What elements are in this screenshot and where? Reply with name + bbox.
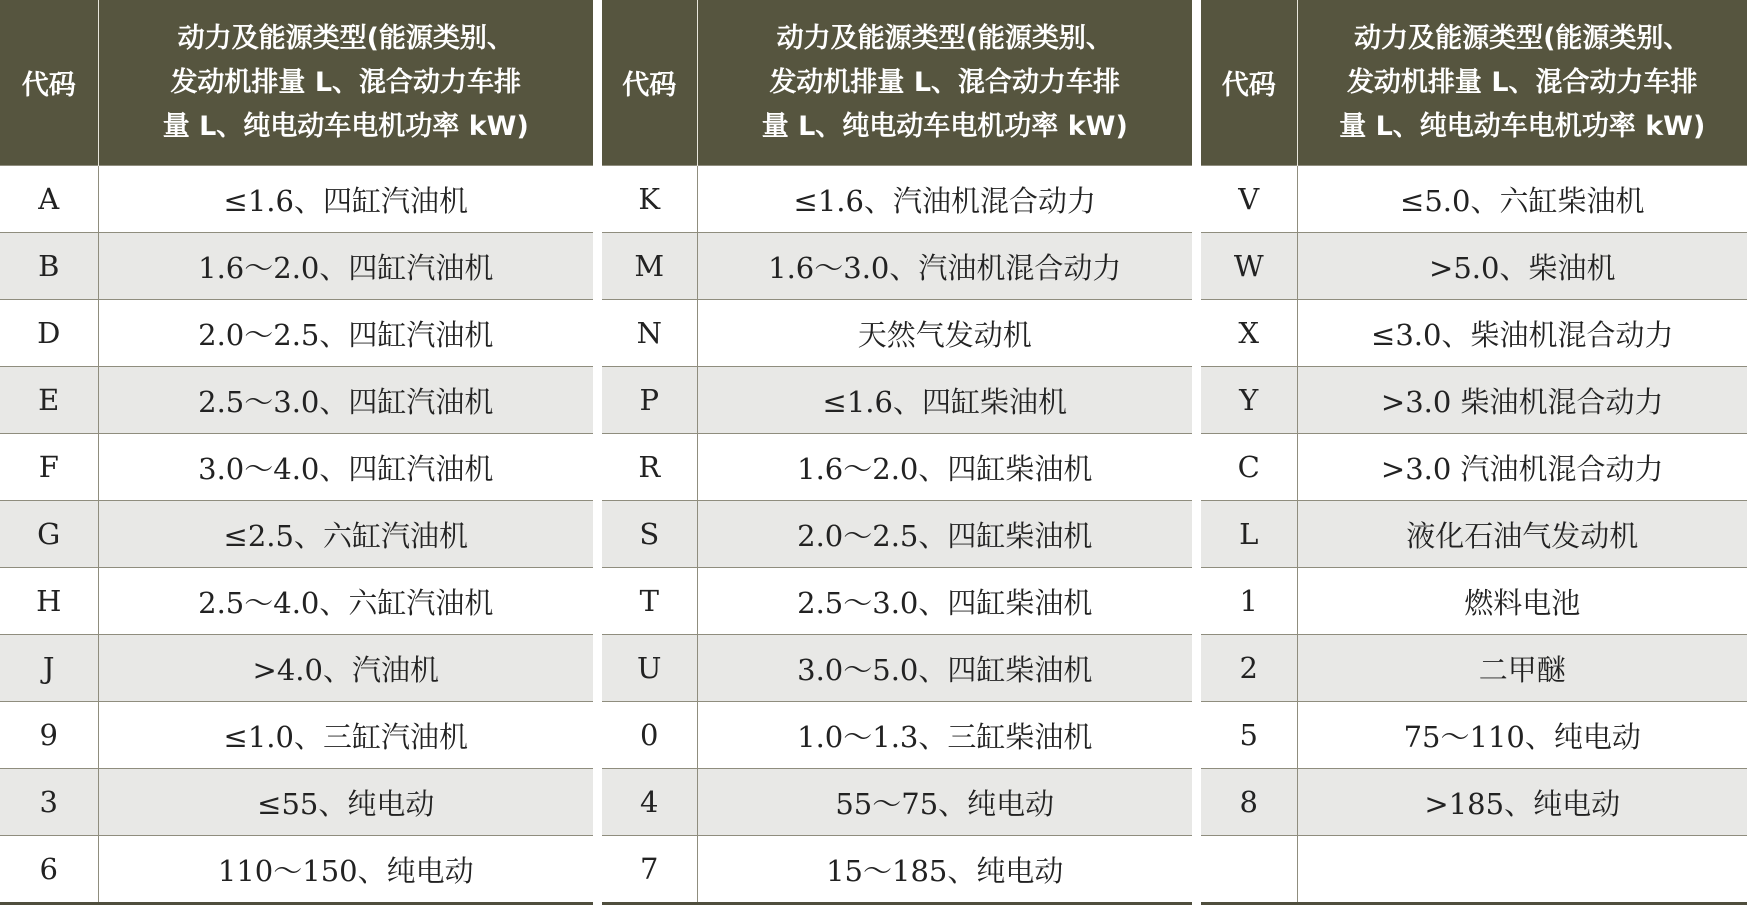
power-type-cell: 55～75、纯电动: [697, 769, 1192, 836]
table-row: [602, 769, 1192, 836]
power-type-cell: 3.0～5.0、四缸柴油机: [697, 635, 1192, 702]
code-cell: V: [1201, 166, 1297, 233]
power-type-cell: [1297, 836, 1747, 904]
power-type-cell: >5.0、柴油机: [1297, 233, 1747, 300]
code-cell: E: [0, 367, 98, 434]
code-cell: K: [602, 166, 697, 233]
power-type-cell: ≤5.0、六缸柴油机: [1297, 166, 1747, 233]
table-row: [602, 166, 1192, 233]
power-type-cell: >3.0 汽油机混合动力: [1297, 434, 1747, 501]
table-row: [602, 836, 1192, 904]
table-row: [1201, 836, 1747, 904]
table-header-row: [0, 0, 593, 166]
code-cell: 5: [1201, 702, 1297, 769]
power-type-cell: 1.6～3.0、汽油机混合动力: [697, 233, 1192, 300]
code-cell: J: [0, 635, 98, 702]
power-type-cell: ≤3.0、柴油机混合动力: [1297, 300, 1747, 367]
power-type-cell: 燃料电池: [1297, 568, 1747, 635]
table-row: [1201, 166, 1747, 233]
code-cell: H: [0, 568, 98, 635]
table-row: [1201, 769, 1747, 836]
table-row: [1201, 367, 1747, 434]
power-type-cell: 天然气发动机: [697, 300, 1192, 367]
power-type-cell: >185、纯电动: [1297, 769, 1747, 836]
header-line: 量 L、纯电动车电机功率 kW): [162, 110, 529, 142]
table-row: [0, 836, 593, 904]
power-type-cell: ≤2.5、六缸汽油机: [98, 501, 593, 568]
power-type-cell: 2.5～3.0、四缸柴油机: [697, 568, 1192, 635]
code-cell: U: [602, 635, 697, 702]
table-row: [0, 166, 593, 233]
code-table-3: [1201, 0, 1747, 905]
code-cell: X: [1201, 300, 1297, 367]
power-type-cell: 75～110、纯电动: [1297, 702, 1747, 769]
table-row: [1201, 233, 1747, 300]
header-line: 动力及能源类型(能源类别、: [177, 22, 514, 54]
code-cell: F: [0, 434, 98, 501]
code-cell: [1201, 836, 1297, 904]
table-row: [602, 635, 1192, 702]
code-cell: D: [0, 300, 98, 367]
power-type-cell: ≤1.6、四缸柴油机: [697, 367, 1192, 434]
code-column-header: 代码: [602, 0, 697, 166]
code-cell: A: [0, 166, 98, 233]
code-cell: W: [1201, 233, 1297, 300]
power-type-column-header: [697, 0, 1192, 166]
code-column-header: 代码: [1201, 0, 1297, 166]
table-row: [0, 233, 593, 300]
header-line: 动力及能源类型(能源类别、: [1354, 22, 1691, 54]
power-type-cell: 2.5～4.0、六缸汽油机: [98, 568, 593, 635]
power-type-cell: 液化石油气发动机: [1297, 501, 1747, 568]
code-cell: Y: [1201, 367, 1297, 434]
code-cell: 2: [1201, 635, 1297, 702]
code-cell: R: [602, 434, 697, 501]
power-type-cell: 二甲醚: [1297, 635, 1747, 702]
power-type-cell: 1.6～2.0、四缸汽油机: [98, 233, 593, 300]
code-cell: C: [1201, 434, 1297, 501]
power-type-column-header: [98, 0, 593, 166]
power-type-cell: ≤55、纯电动: [98, 769, 593, 836]
power-type-cell: 3.0～4.0、四缸汽油机: [98, 434, 593, 501]
code-cell: 6: [0, 836, 98, 904]
table-row: [1201, 702, 1747, 769]
table-row: [0, 702, 593, 769]
power-type-cell: 1.0～1.3、三缸柴油机: [697, 702, 1192, 769]
power-type-cell: >4.0、汽油机: [98, 635, 593, 702]
table-row: [1201, 434, 1747, 501]
power-type-cell: 15～185、纯电动: [697, 836, 1192, 904]
column-divider: [593, 0, 602, 896]
column-divider: [1192, 0, 1201, 896]
header-line: 量 L、纯电动车电机功率 kW): [1339, 110, 1706, 142]
header-line: 量 L、纯电动车电机功率 kW): [761, 110, 1128, 142]
table-row: [602, 568, 1192, 635]
table-row: [602, 367, 1192, 434]
code-cell: 0: [602, 702, 697, 769]
table-row: [0, 367, 593, 434]
table-row: [1201, 300, 1747, 367]
code-cell: 7: [602, 836, 697, 904]
code-cell: T: [602, 568, 697, 635]
header-line: 动力及能源类型(能源类别、: [776, 22, 1113, 54]
power-type-cell: >3.0 柴油机混合动力: [1297, 367, 1747, 434]
table-row: [0, 769, 593, 836]
power-type-cell: 110～150、纯电动: [98, 836, 593, 904]
table-row: [0, 635, 593, 702]
table-row: [0, 501, 593, 568]
table-row: [602, 434, 1192, 501]
code-cell: 3: [0, 769, 98, 836]
code-cell: 8: [1201, 769, 1297, 836]
code-cell: M: [602, 233, 697, 300]
table-row: [1201, 635, 1747, 702]
table-row: [1201, 501, 1747, 568]
code-table-1: [0, 0, 593, 905]
code-cell: 1: [1201, 568, 1297, 635]
power-type-cell: 2.0～2.5、四缸柴油机: [697, 501, 1192, 568]
code-cell: P: [602, 367, 697, 434]
table-row: [602, 300, 1192, 367]
header-line: 发动机排量 L、混合动力车排: [769, 66, 1121, 98]
power-type-cell: ≤1.6、汽油机混合动力: [697, 166, 1192, 233]
power-type-cell: 1.6～2.0、四缸柴油机: [697, 434, 1192, 501]
code-cell: S: [602, 501, 697, 568]
header-line: 发动机排量 L、混合动力车排: [170, 66, 522, 98]
power-type-cell: ≤1.0、三缸汽油机: [98, 702, 593, 769]
code-cell: 4: [602, 769, 697, 836]
table-header-row: [602, 0, 1192, 166]
power-type-column-header: [1297, 0, 1747, 166]
table-header-row: [1201, 0, 1747, 166]
table-row: [0, 300, 593, 367]
code-column-header: 代码: [0, 0, 98, 166]
power-type-cell: 2.0～2.5、四缸汽油机: [98, 300, 593, 367]
code-cell: B: [0, 233, 98, 300]
header-line: 发动机排量 L、混合动力车排: [1346, 66, 1698, 98]
code-cell: G: [0, 501, 98, 568]
table-row: [602, 702, 1192, 769]
table-row: [1201, 568, 1747, 635]
power-type-cell: 2.5～3.0、四缸汽油机: [98, 367, 593, 434]
table-row: [602, 233, 1192, 300]
table-row: [602, 501, 1192, 568]
code-cell: 9: [0, 702, 98, 769]
code-cell: N: [602, 300, 697, 367]
code-table-2: [602, 0, 1192, 905]
table-row: [0, 434, 593, 501]
power-type-cell: ≤1.6、四缸汽油机: [98, 166, 593, 233]
table-row: [0, 568, 593, 635]
code-cell: L: [1201, 501, 1297, 568]
